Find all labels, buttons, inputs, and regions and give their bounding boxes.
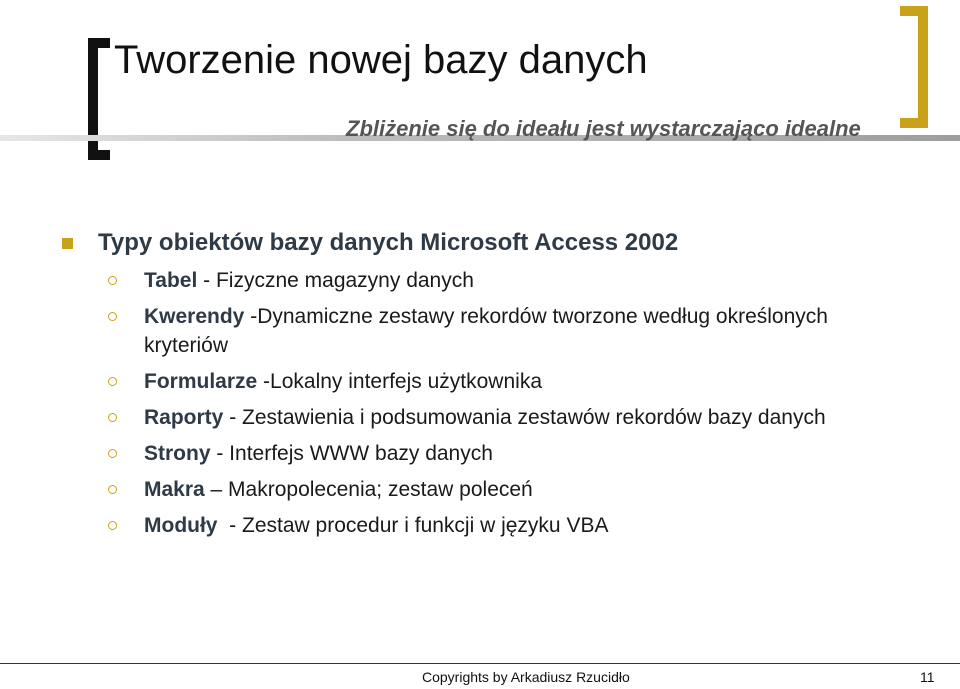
item-description: – Makropolecenia; zestaw poleceń (204, 478, 533, 501)
list-item (104, 403, 904, 432)
item-term: Strony (144, 442, 211, 465)
main-bullet-item (62, 229, 678, 257)
slide-subtitle: Zbliżenie się do ideału jest wystarczająco idealne (346, 116, 861, 141)
circle-bullet-icon (108, 276, 117, 285)
item-term: Kwerendy (144, 305, 245, 328)
circle-bullet-icon (108, 377, 117, 386)
item-term: Makra (144, 478, 205, 501)
page-number: 11 (920, 669, 935, 685)
list-item (104, 511, 904, 540)
item-description: -Dynamiczne zestawy rekordów tworzone według określonych kryteriów (144, 305, 828, 357)
circle-bullet-icon (108, 521, 117, 530)
item-description: - Fizyczne magazyny danych (197, 269, 474, 292)
item-term: Moduły (144, 514, 218, 537)
left-bracket-decoration (88, 38, 110, 160)
circle-bullet-icon (108, 485, 117, 494)
item-description: - Interfejs WWW bazy danych (210, 442, 493, 465)
list-item (104, 302, 904, 360)
item-description: -Lokalny interfejs użytkownika (257, 370, 542, 393)
circle-bullet-icon (108, 449, 117, 458)
list-item (104, 475, 904, 504)
list-item (104, 439, 904, 468)
item-description: - Zestaw procedur i funkcji w języku VBA (217, 514, 609, 537)
slide-title: Tworzenie nowej bazy danych (114, 38, 648, 82)
object-type-list (104, 266, 904, 547)
main-bullet-text: Typy obiektów bazy danych Microsoft Access 2002 (98, 229, 679, 256)
list-item (104, 367, 904, 396)
circle-bullet-icon (108, 413, 117, 422)
item-term: Formularze (144, 370, 258, 393)
right-bracket-decoration (900, 6, 928, 128)
footer-divider (0, 663, 960, 664)
footer-copyright: Copyrights by Arkadiusz Rzucidło (422, 669, 630, 685)
item-description: - Zestawienia i podsumowania zestawów rekordów bazy danych (223, 406, 826, 429)
item-term: Raporty (144, 406, 224, 429)
square-bullet-icon (62, 238, 73, 249)
list-item (104, 266, 904, 295)
item-term: Tabel (144, 269, 198, 292)
circle-bullet-icon (108, 312, 117, 321)
